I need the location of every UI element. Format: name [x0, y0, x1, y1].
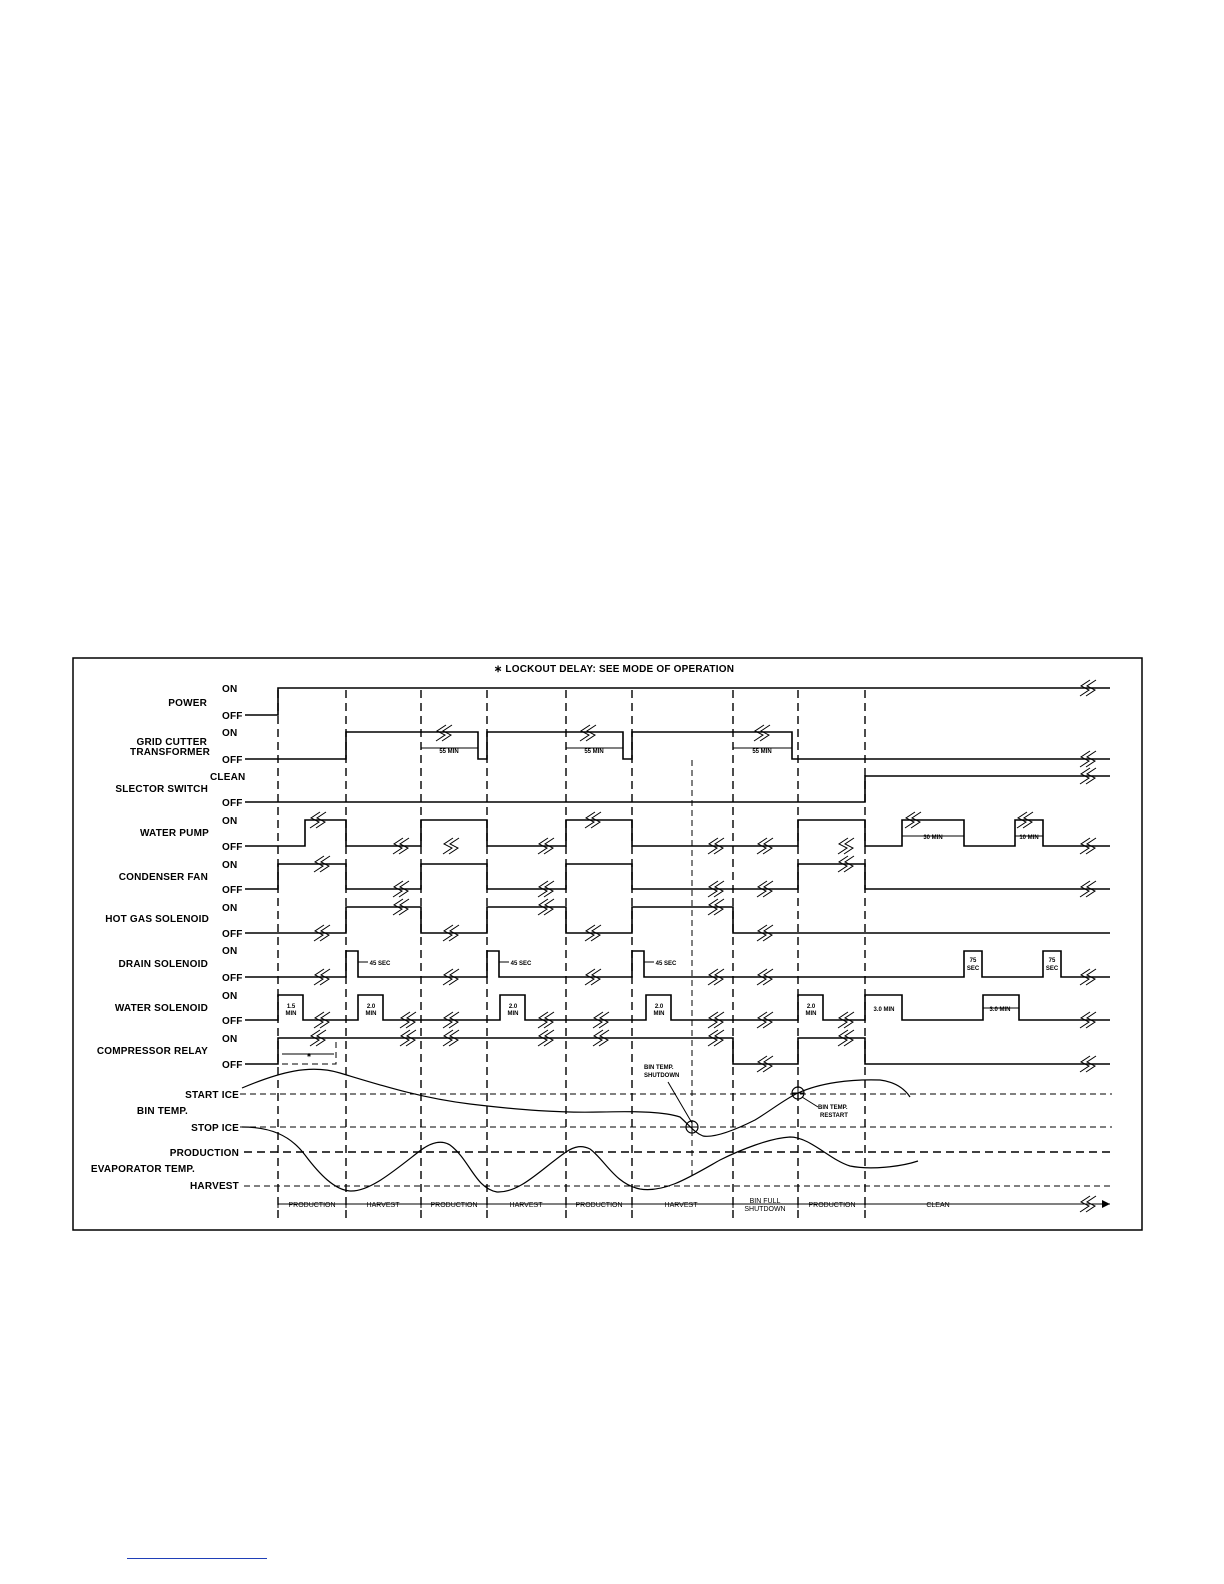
condenser-fan-trace — [245, 864, 1110, 889]
drain-timing-1: 45 SEC — [369, 961, 391, 967]
label-start-ice: START ICE — [185, 1090, 239, 1101]
water-pump-trace — [245, 820, 1110, 846]
ws-timing-3-unit: MIN — [507, 1011, 519, 1017]
phase-label: HARVEST — [664, 1202, 698, 1209]
restart-label-2: RESTART — [820, 1113, 848, 1119]
drain-timing-2: 45 SEC — [510, 961, 532, 967]
label-grid-cutter-1: GRID CUTTER — [136, 737, 207, 748]
break-icon — [838, 838, 854, 854]
label-selector-switch: SLECTOR SWITCH — [115, 784, 208, 795]
state-clean: CLEAN — [210, 772, 246, 783]
label-water-solenoid: WATER SOLENOID — [114, 1003, 208, 1014]
state-on: ON — [222, 728, 238, 739]
shutdown-label-1: BIN TEMP. — [644, 1065, 674, 1071]
grid-timing-2: 55 MIN — [584, 749, 604, 755]
drain-timing-3: 45 SEC — [655, 961, 677, 967]
grid-timing-1: 55 MIN — [439, 749, 459, 755]
phase-label: PRODUCTION — [430, 1202, 478, 1209]
state-on: ON — [222, 946, 238, 957]
ws-timing-2-unit: MIN — [365, 1011, 377, 1017]
selector-switch-trace — [245, 776, 1110, 802]
phase-label: HARVEST — [366, 1202, 400, 1209]
state-on: ON — [222, 816, 238, 827]
state-on: ON — [222, 860, 238, 871]
hot-gas-solenoid-trace — [245, 907, 1110, 933]
ws-timing-1: 1.5 — [286, 1004, 296, 1010]
state-on: ON — [222, 991, 238, 1002]
drain-clean-timing-2: 75 — [1048, 958, 1056, 964]
svg-text:∗: ∗ — [306, 1053, 312, 1059]
ws-timing-4: 2.0 — [654, 1004, 664, 1010]
diagram-frame — [73, 658, 1142, 1230]
compressor-relay-trace — [245, 1038, 1110, 1064]
break-icon — [436, 725, 452, 741]
phase-boundaries — [278, 690, 865, 1220]
label-power: POWER — [168, 698, 207, 709]
phase-label: HARVEST — [509, 1202, 543, 1209]
evaporator-temp-curve — [242, 1127, 918, 1192]
label-condenser-fan: CONDENSER FAN — [118, 872, 208, 883]
state-off: OFF — [222, 798, 243, 809]
label-hot-gas-solenoid: HOT GAS SOLENOID — [105, 914, 209, 925]
grid-timing-3: 55 MIN — [752, 749, 772, 755]
shutdown-label-2: SHUTDOWN — [644, 1073, 680, 1079]
state-on: ON — [222, 1034, 238, 1045]
ws-timing-2: 2.0 — [366, 1004, 376, 1010]
pump-clean-timing-2: 10 MIN — [1019, 835, 1039, 841]
state-off: OFF — [222, 929, 243, 940]
drain-clean-timing-1-unit: SEC — [966, 966, 980, 972]
power-trace — [245, 688, 1110, 715]
label-stop-ice: STOP ICE — [191, 1123, 239, 1134]
phase-label: PRODUCTION — [288, 1202, 336, 1209]
temperature-reference-lines — [240, 1094, 1112, 1186]
state-labels — [210, 684, 245, 1071]
phase-label: BIN FULL — [749, 1198, 781, 1205]
label-harvest-level: HARVEST — [189, 1181, 239, 1192]
state-off: OFF — [222, 1060, 243, 1071]
label-evaporator-temp: EVAPORATOR TEMP. — [90, 1164, 195, 1175]
phase-label: CLEAN — [926, 1202, 950, 1209]
break-icon — [443, 838, 459, 854]
state-on: ON — [222, 684, 238, 695]
drain-clean-timing-2-unit: SEC — [1045, 966, 1059, 972]
lockout-note: ∗ LOCKOUT DELAY: SEE MODE OF OPERATION — [493, 664, 735, 675]
phase-label-line2: SHUTDOWN — [744, 1206, 786, 1213]
ws-timing-1-unit: MIN — [285, 1011, 297, 1017]
label-grid-cutter-2: TRANSFORMER — [130, 747, 210, 758]
ws-timing-4-unit: MIN — [653, 1011, 665, 1017]
shutdown-marker — [644, 1065, 698, 1133]
state-on: ON — [222, 903, 238, 914]
label-drain-solenoid: DRAIN SOLENOID — [118, 959, 208, 970]
pump-clean-timing-1: 30 MIN — [923, 835, 943, 841]
ws-timing-3: 2.0 — [508, 1004, 518, 1010]
ws-timing-5: 2.0 — [806, 1004, 816, 1010]
label-bin-temp: BIN TEMP. — [136, 1106, 188, 1117]
ws-clean-timing-1: 3.0 MIN — [873, 1007, 895, 1013]
break-icon — [580, 725, 596, 741]
bin-temp-curve — [242, 1069, 910, 1136]
label-water-pump: WATER PUMP — [139, 828, 209, 839]
state-off: OFF — [222, 842, 243, 853]
footnote-rule — [127, 1558, 267, 1559]
state-off: OFF — [222, 711, 243, 722]
restart-label-1: BIN TEMP. — [818, 1105, 848, 1111]
state-off: OFF — [222, 973, 243, 984]
ws-clean-timing-2: 3.0 MIN — [989, 1007, 1011, 1013]
lockout-delay-marker — [278, 1038, 336, 1064]
drain-clean-timing-1: 75 — [969, 958, 977, 964]
label-compressor-relay: COMPRESSOR RELAY — [96, 1046, 208, 1057]
state-off: OFF — [222, 885, 243, 896]
ws-timing-5-unit: MIN — [805, 1011, 817, 1017]
grid-cutter-trace — [245, 732, 1110, 759]
state-off: OFF — [222, 755, 243, 766]
phase-label: PRODUCTION — [808, 1202, 856, 1209]
phase-axis — [278, 1198, 1110, 1213]
phase-label: PRODUCTION — [575, 1202, 623, 1209]
label-production-level: PRODUCTION — [169, 1148, 239, 1159]
state-off: OFF — [222, 1016, 243, 1027]
break-icon — [754, 725, 770, 741]
